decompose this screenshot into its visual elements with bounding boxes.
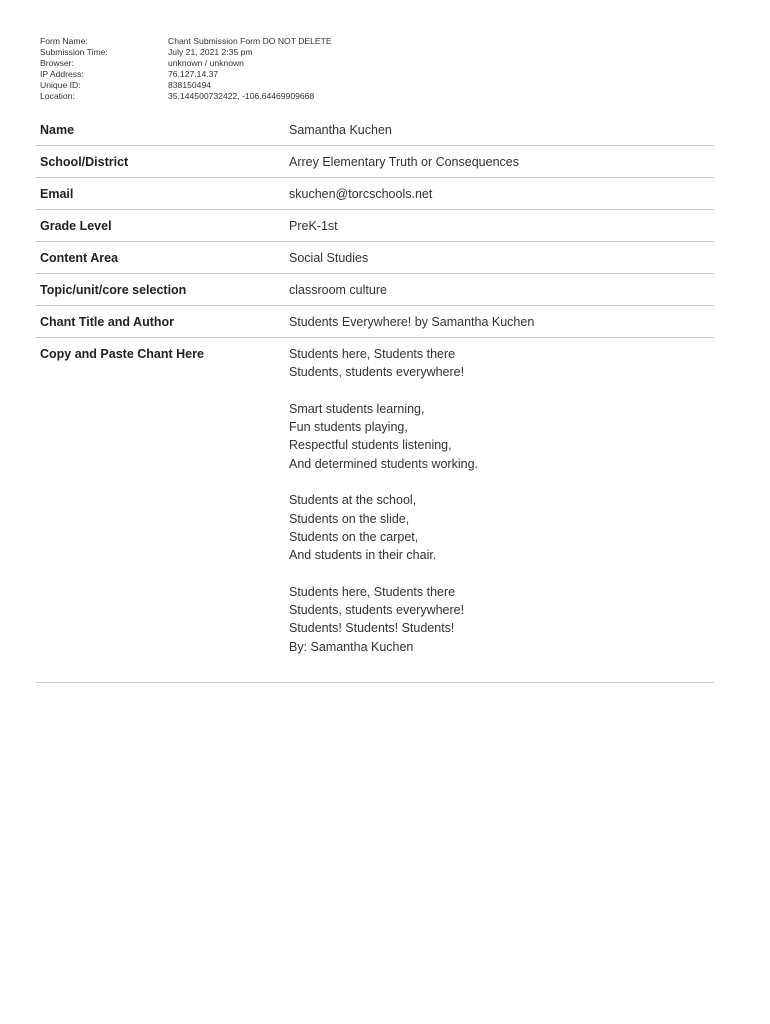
- meta-form-name: [40, 36, 332, 47]
- chant-line: By: Samantha Kuchen: [289, 639, 414, 654]
- field-value: Social Studies: [289, 251, 369, 265]
- meta-label: Unique ID:: [40, 80, 81, 91]
- meta-value: 838150494: [168, 80, 212, 91]
- meta-ip-address: [40, 69, 332, 80]
- meta-label: Location:: [40, 91, 75, 102]
- field-label: Name: [40, 123, 75, 137]
- meta-value: 76.127.14.37: [168, 69, 219, 80]
- field-value: Samantha Kuchen: [289, 123, 392, 137]
- meta-label: IP Address:: [40, 69, 84, 80]
- chant-line: Students at the school,: [289, 493, 417, 508]
- chant-line: And determined students working.: [289, 456, 478, 471]
- field-label: Chant Title and Author: [40, 315, 175, 329]
- field-value: PreK-1st: [289, 219, 338, 233]
- field-label: Copy and Paste Chant Here: [40, 347, 204, 361]
- meta-label: Browser:: [40, 58, 74, 69]
- chant-line: Smart students learning,: [289, 401, 425, 416]
- field-value: classroom culture: [289, 283, 387, 297]
- chant-line: Students on the carpet,: [289, 529, 419, 544]
- meta-value: 35.144500732422, -106.64469909668: [168, 91, 315, 102]
- chant-line: Students here, Students there: [289, 584, 456, 599]
- field-row-email: [36, 178, 714, 210]
- chant-line: Students, students everywhere!: [289, 365, 465, 380]
- field-row-chant-title: [36, 306, 714, 338]
- field-value: Students Everywhere! by Samantha Kuchen: [289, 315, 535, 329]
- chant-stanza: [289, 583, 714, 656]
- chant-line: Students, students everywhere!: [289, 603, 465, 618]
- meta-submission-time: [40, 47, 332, 58]
- field-label: Email: [40, 187, 74, 201]
- field-value: Arrey Elementary Truth or Consequences: [289, 155, 519, 169]
- field-value: skuchen@torcschools.net: [289, 187, 433, 201]
- chant-stanza: [289, 400, 714, 473]
- field-label: Grade Level: [40, 219, 112, 233]
- chant-text: [289, 345, 714, 682]
- chant-stanza: [289, 491, 714, 564]
- field-row-name: [36, 114, 714, 146]
- submission-meta: [40, 36, 332, 103]
- field-label: Topic/unit/core selection: [40, 283, 187, 297]
- chant-line: And students in their chair.: [289, 548, 437, 563]
- field-label: School/District: [40, 155, 129, 169]
- chant-stanza: [289, 345, 714, 382]
- submission-fields-table: [36, 114, 714, 683]
- meta-browser: [40, 58, 332, 69]
- field-row-school-district: [36, 146, 714, 178]
- chant-line: Fun students playing,: [289, 420, 408, 435]
- chant-line: Students on the slide,: [289, 511, 410, 526]
- field-label: Content Area: [40, 251, 119, 265]
- field-row-topic: [36, 274, 714, 306]
- chant-line: Students! Students! Students!: [289, 621, 455, 636]
- meta-value: unknown / unknown: [168, 58, 244, 69]
- field-row-chant-text: [36, 338, 714, 683]
- meta-location: [40, 91, 332, 102]
- meta-label: Submission Time:: [40, 47, 108, 58]
- field-row-grade-level: [36, 210, 714, 242]
- meta-unique-id: [40, 80, 332, 91]
- chant-line: Students here, Students there: [289, 347, 456, 361]
- meta-value: July 21, 2021 2:35 pm: [168, 47, 253, 58]
- chant-line: Respectful students listening,: [289, 438, 452, 453]
- field-row-content-area: [36, 242, 714, 274]
- meta-value: Chant Submission Form DO NOT DELETE: [168, 36, 332, 46]
- meta-label: Form Name:: [40, 36, 88, 46]
